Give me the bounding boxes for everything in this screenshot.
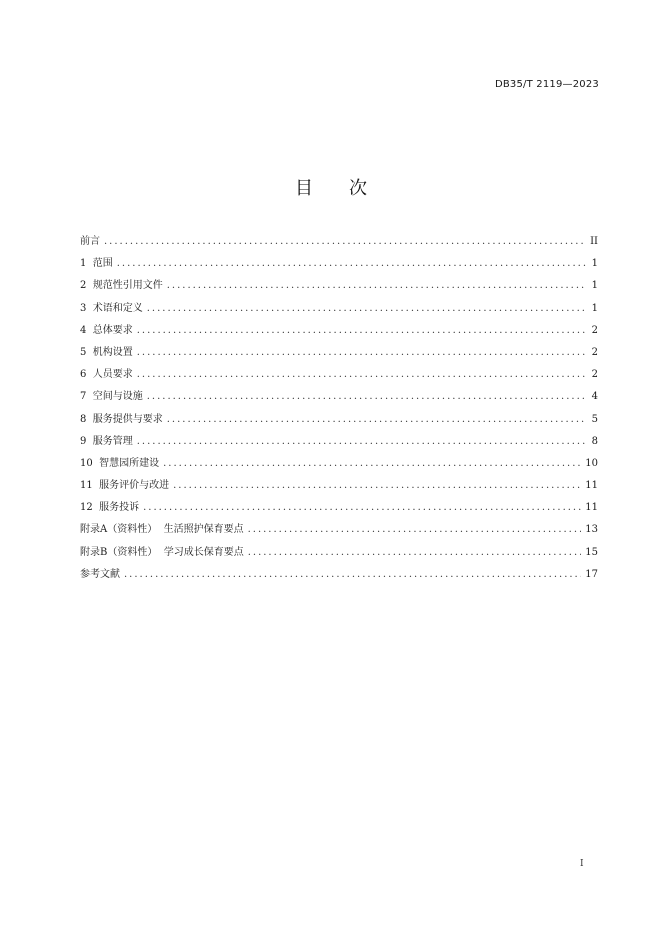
dot-leader [248,522,582,538]
toc-entry-page: 2 [591,324,598,336]
table-of-contents [80,234,598,589]
toc-entry-page: 10 [585,457,598,469]
toc-entry-page: 1 [591,280,598,292]
toc-entry-page: 4 [591,391,598,403]
page-title: 目次 [295,178,403,199]
toc-entry-label: 附录B（资料性） 学习成长保育要点 [80,546,244,558]
toc-entry-page: 15 [585,546,598,558]
page-number: I [580,859,584,869]
toc-entry-service-provision[interactable] [80,412,598,434]
toc-entry-service-management[interactable] [80,434,598,456]
toc-entry-foreword[interactable] [80,234,598,256]
dot-leader [143,500,581,516]
dot-leader [124,567,581,583]
toc-entry-label: 9 服务管理 [80,435,133,447]
toc-entry-label: 参考文献 [80,568,120,580]
toc-entry-general-requirements[interactable] [80,323,598,345]
dot-leader [147,389,586,405]
toc-entry-page: 13 [585,524,598,536]
toc-entry-bibliography[interactable] [80,567,598,589]
toc-entry-appendix-b[interactable] [80,545,598,567]
toc-entry-label: 附录A（资料性） 生活照护保育要点 [80,524,244,536]
dot-leader [104,234,586,250]
dot-leader [137,323,586,339]
dot-leader [248,545,582,561]
toc-entry-institution-setup[interactable] [80,345,598,367]
toc-entry-label: 2 规范性引用文件 [80,280,163,292]
toc-entry-page: 5 [591,413,598,425]
toc-entry-page: 1 [591,302,598,314]
toc-entry-space-facilities[interactable] [80,389,598,411]
toc-entry-service-complaints[interactable] [80,500,598,522]
dot-leader [137,434,586,450]
toc-entry-page: II [590,236,598,247]
toc-entry-normative-references[interactable] [80,278,598,300]
dot-leader [137,345,586,361]
toc-entry-smart-campus[interactable] [80,456,598,478]
toc-entry-page: 17 [585,568,598,580]
toc-entry-page: 2 [591,369,598,381]
toc-entry-label: 6 人员要求 [80,369,133,381]
dot-leader [167,278,586,294]
toc-entry-personnel-requirements[interactable] [80,367,598,389]
toc-entry-page: 1 [591,258,598,270]
toc-entry-label: 10 智慧园所建设 [80,457,160,469]
toc-entry-page: 2 [591,346,598,358]
toc-entry-terms-definitions[interactable] [80,301,598,323]
toc-entry-label: 3 术语和定义 [80,302,143,314]
dot-leader [173,478,581,494]
toc-entry-appendix-a[interactable] [80,522,598,544]
toc-entry-page: 11 [585,502,598,514]
toc-entry-label: 11 服务评价与改进 [80,480,170,492]
toc-entry-label: 7 空间与设施 [80,391,143,403]
toc-entry-page: 11 [585,480,598,492]
toc-entry-service-evaluation[interactable] [80,478,598,500]
toc-entry-label: 5 机构设置 [80,346,133,358]
toc-entry-label: 前言 [80,236,100,247]
document-code: DB35/T 2119—2023 [494,79,599,90]
toc-entry-scope[interactable] [80,256,598,278]
dot-leader [167,412,586,428]
toc-entry-label: 12 服务投诉 [80,502,140,514]
toc-entry-label: 1 范围 [80,258,113,270]
dot-leader [137,367,586,383]
dot-leader [117,256,586,272]
dot-leader [163,456,581,472]
dot-leader [147,301,586,317]
toc-entry-label: 8 服务提供与要求 [80,413,163,425]
toc-entry-page: 8 [591,435,598,447]
toc-entry-label: 4 总体要求 [80,324,133,336]
